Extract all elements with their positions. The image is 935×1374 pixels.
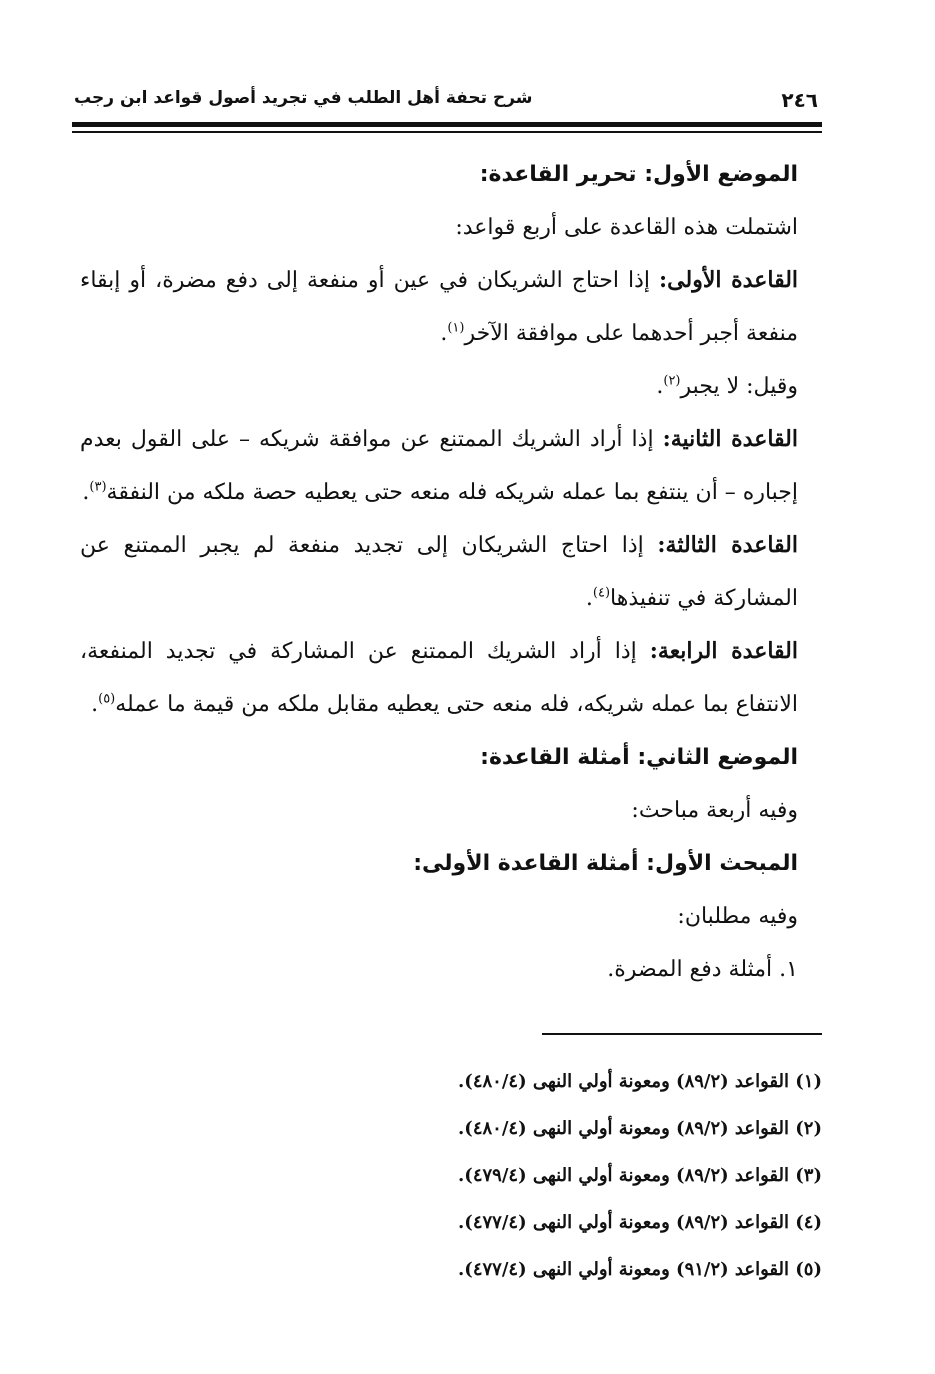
qil-end: . [656, 374, 664, 399]
rule-1-paragraph [80, 254, 798, 360]
section-heading-1: الموضع الأول: تحرير القاعدة: [479, 162, 798, 187]
footnotes [360, 1058, 822, 1293]
footnote-ref-1[interactable]: (١) [447, 320, 465, 336]
rule-4-end: . [91, 692, 99, 717]
sub-intro-2-paragraph: وفيه مطلبان: [677, 904, 798, 929]
main-text [80, 148, 798, 996]
page-number: ٢٤٦ [781, 88, 818, 112]
section-heading-3: المبحث الأول: أمثلة القاعدة الأولى: [413, 851, 798, 876]
rule-3-paragraph [80, 519, 798, 625]
rule-4-label: القاعدة الرابعة: [649, 638, 798, 664]
intro-paragraph: اشتملت هذه القاعدة على أربع قواعد: [455, 215, 798, 240]
footnote-1: (١) القواعد (٨٩/٢) ومعونة أولي النهى (٤٨٠/٤). [458, 1071, 822, 1092]
rule-2-text: إذا أراد الشريك الممتنع عن موافقة شريكه – على القول بعدم إجباره – أن ينتفع بما عمله شريكه فله منعه حتى يعطيه حصة ملكه من النفقة [80, 427, 798, 505]
rule-3-label: القاعدة الثالثة: [657, 532, 798, 558]
rule-1-end: . [440, 321, 448, 346]
rule-3-end: . [585, 586, 593, 611]
footnote-5: (٥) القواعد (٩١/٢) ومعونة أولي النهى (٤٧٧/٤). [458, 1259, 822, 1280]
rule-3-text: إذا احتاج الشريكان إلى تجديد منفعة لم يجبر الممتنع عن المشاركة في تنفيذها [80, 533, 798, 611]
footnote-ref-4[interactable]: (٤) [592, 585, 611, 601]
rule-4-text: إذا أراد الشريك الممتنع عن المشاركة في تجديد المنفعة، الانتفاع بما عمله شريكه، فله منعه حتى يعطيه مقابل ملكه من قيمة ما عمله [80, 639, 798, 717]
running-header-title: شرح تحفة أهل الطلب في تجريد أصول قواعد ابن رجب [74, 88, 533, 108]
footnote-ref-3[interactable]: (٣) [89, 479, 107, 495]
sub-intro-paragraph: وفيه أربعة مباحث: [631, 798, 798, 823]
list-item-1: ١. أمثلة دفع المضرة. [607, 957, 798, 982]
rule-2-paragraph [80, 413, 798, 519]
header-rule-thick [72, 122, 822, 127]
qil-paragraph [80, 360, 798, 413]
footnote-ref-2[interactable]: (٢) [663, 373, 681, 389]
rule-1-text: إذا احتاج الشريكان في عين أو منفعة إلى دفع مضرة، أو إبقاء منفعة أجبر أحدهما على موافقة الآخر [80, 268, 798, 346]
rule-1-label: القاعدة الأولى: [659, 267, 799, 293]
running-header [70, 84, 822, 118]
rule-2-end: . [82, 480, 90, 505]
footnote-3: (٣) القواعد (٨٩/٢) ومعونة أولي النهى (٤٧٩/٤). [458, 1165, 822, 1186]
qil-text: وقيل: لا يجبر [680, 374, 798, 399]
rule-2-label: القاعدة الثانية: [662, 426, 799, 452]
footnote-separator [542, 1033, 822, 1035]
footnote-ref-5[interactable]: (٥) [98, 691, 116, 707]
footnote-4: (٤) القواعد (٨٩/٢) ومعونة أولي النهى (٤٧٧/٤). [458, 1212, 822, 1233]
footnote-2: (٢) القواعد (٨٩/٢) ومعونة أولي النهى (٤٨٠/٤). [458, 1118, 822, 1139]
header-rule-thin [72, 131, 822, 133]
rule-4-paragraph [80, 625, 798, 731]
section-heading-2: الموضع الثاني: أمثلة القاعدة: [480, 745, 798, 770]
